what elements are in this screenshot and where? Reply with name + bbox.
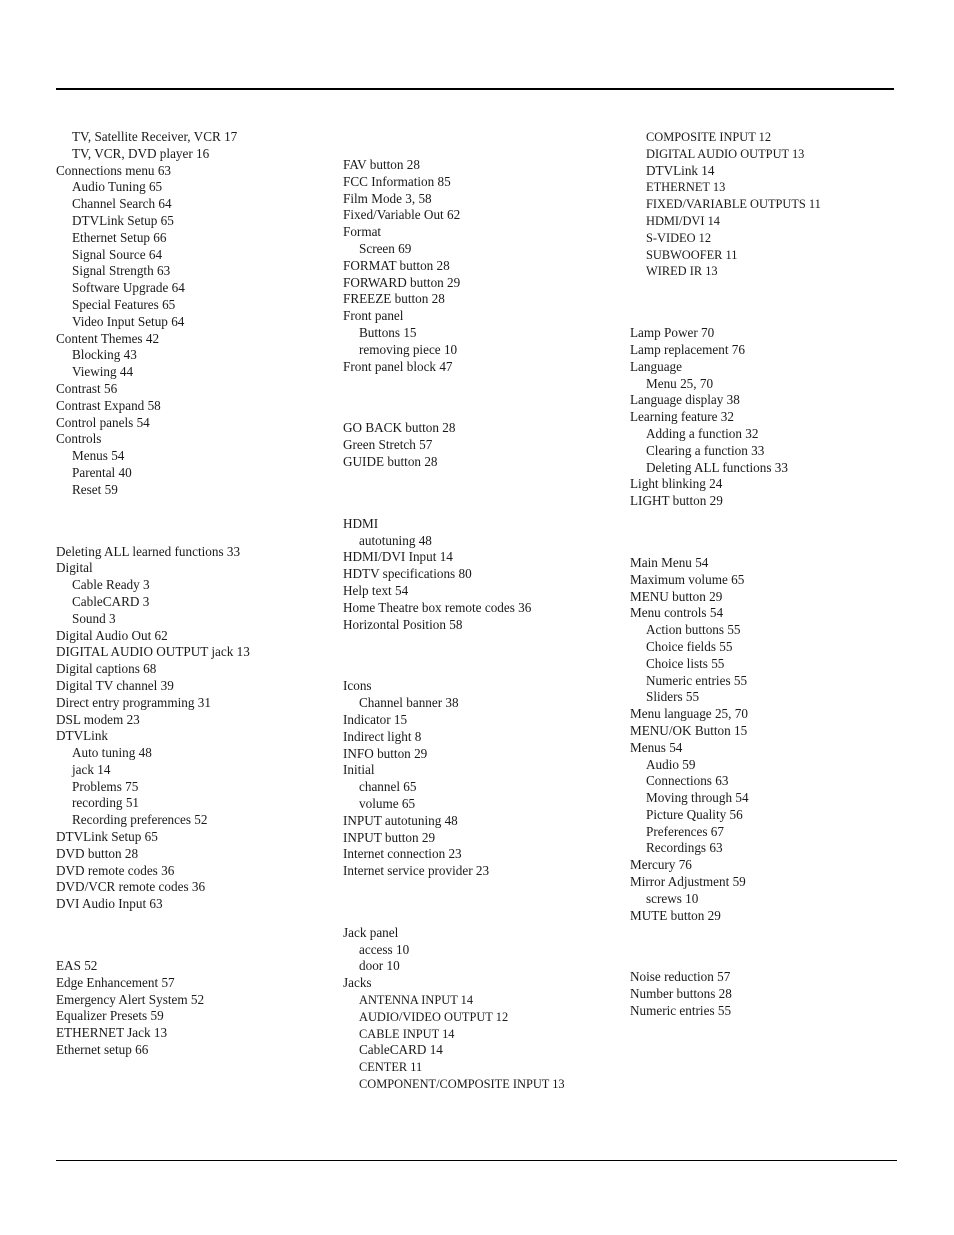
index-subentry: Menu 25, 70: [646, 375, 714, 391]
index-entry: ETHERNET Jack 13: [56, 1025, 168, 1041]
index-subentry: recording 51: [72, 795, 140, 811]
index-entry: DTVLink Setup 65: [56, 829, 158, 845]
index-entry: Menu language 25, 70: [630, 706, 748, 722]
index-entry: DVD/VCR remote codes 36: [56, 879, 206, 895]
index-entry: MUTE button 29: [630, 907, 721, 923]
index-entry: FAV button 28: [343, 157, 420, 172]
index-subentry: SUBWOOFER 11: [646, 247, 738, 262]
index-entry: Content Themes 42: [56, 330, 160, 346]
index-entry: HDMI/DVI Input 14: [343, 549, 453, 565]
index-entry: Menus 54: [630, 739, 683, 755]
index-entry: Internet service provider 23: [343, 863, 490, 879]
index-entry: Ethernet setup 66: [56, 1042, 149, 1058]
index-subentry: Moving through 54: [646, 790, 749, 806]
index-subentry: DTVLink Setup 65: [72, 212, 174, 228]
index-subentry: DTVLink 14: [646, 162, 715, 178]
index-subentry: Viewing 44: [72, 364, 134, 380]
index-subentry: Menus 54: [72, 448, 125, 464]
index-entry: Mirror Adjustment 59: [630, 874, 746, 890]
index-entry: Mercury 76: [630, 857, 692, 873]
index-entry: Lamp replacement 76: [630, 341, 745, 357]
index-subentry: Connections 63: [646, 773, 729, 789]
index-entry: Light blinking 24: [630, 476, 723, 492]
index-entry: Menu controls 54: [630, 605, 724, 621]
section-gap: [343, 471, 623, 516]
index-subentry: Channel Search 64: [72, 196, 172, 212]
index-subentry: Sound 3: [72, 610, 116, 626]
index-subentry: Recordings 63: [646, 840, 723, 856]
index-subentry: Blocking 43: [72, 347, 137, 363]
index-subentry: DIGITAL AUDIO OUTPUT 13: [646, 146, 805, 161]
index-subentry: Action buttons 55: [646, 622, 741, 638]
index-subentry: screws 10: [646, 890, 699, 906]
index-entry: DVI Audio Input 63: [56, 896, 163, 912]
index-entry: Language display 38: [630, 392, 740, 408]
index-entry: Language: [630, 358, 682, 374]
index-subentry: Choice lists 55: [646, 655, 725, 671]
index-subentry: HDMI/DVI 14: [646, 213, 720, 228]
index-subentry: Channel banner 38: [359, 695, 459, 711]
section-gap: [343, 633, 623, 678]
index-subentry: autotuning 48: [359, 532, 432, 548]
index-subentry: ANTENNA INPUT 14: [359, 993, 474, 1008]
section-gap: [56, 913, 336, 958]
index-entry: EAS 52: [56, 958, 98, 974]
top-rule: [56, 88, 894, 90]
section-gap: [343, 880, 623, 925]
index-entry: DIGITAL AUDIO OUTPUT jack 13: [56, 644, 250, 660]
index-entry: Noise reduction 57: [630, 969, 731, 985]
index-subentry: Adding a function 32: [646, 425, 759, 441]
index-subentry: Problems 75: [72, 778, 139, 794]
index-entry: INPUT button 29: [343, 829, 436, 845]
index-subentry: Audio 59: [646, 756, 696, 772]
index-entry: Initial: [343, 762, 375, 778]
index-subentry: Audio Tuning 65: [72, 179, 163, 195]
index-entry: GUIDE button 28: [343, 453, 438, 469]
section-gap: [630, 510, 910, 555]
index-entry: Number buttons 28: [630, 986, 732, 1002]
index-entry: MENU/OK Button 15: [630, 722, 748, 738]
index-entry: Format: [343, 224, 382, 240]
index-entry: Indirect light 8: [343, 728, 422, 744]
index-entry: Digital Audio Out 62: [56, 627, 168, 643]
index-subentry: Signal Source 64: [72, 246, 163, 262]
index-subentry: TV, VCR, DVD player 16: [72, 145, 210, 161]
index-entry: Jack panel: [343, 924, 399, 940]
bottom-rule: [56, 1160, 897, 1161]
index-subentry: Sliders 55: [646, 689, 700, 705]
index-entry: Main Menu 54: [630, 554, 709, 570]
index-subentry: Reset 59: [72, 481, 118, 497]
index-entry: Icons: [343, 678, 372, 694]
index-entry: Horizontal Position 58: [343, 616, 463, 632]
index-subentry: Video Input Setup 64: [72, 313, 185, 329]
index-entry: LIGHT button 29: [630, 493, 723, 509]
index-subentry: Parental 40: [72, 464, 132, 480]
index-entry: INFO button 29: [343, 745, 428, 761]
index-subentry: Software Upgrade 64: [72, 280, 185, 296]
index-entry: Maximum volume 65: [630, 571, 745, 587]
index-subentry: FIXED/VARIABLE OUTPUTS 11: [646, 197, 821, 212]
index-entry: INPUT autotuning 48: [343, 812, 458, 828]
index-entry: FORMAT button 28: [343, 257, 450, 273]
index-entry: HDTV specifications 80: [343, 566, 472, 582]
index-entry: Contrast 56: [56, 380, 118, 396]
index-subentry: Preferences 67: [646, 823, 724, 839]
index-entry: DVD button 28: [56, 845, 139, 861]
index-subentry: AUDIO/VIDEO OUTPUT 12: [359, 1009, 509, 1024]
section-gap: [343, 129, 623, 157]
index-subentry: COMPONENT/COMPOSITE INPUT 13: [359, 1077, 565, 1092]
index-subentry: door 10: [359, 958, 400, 974]
index-entry: Learning feature 32: [630, 409, 734, 425]
index-subentry: channel 65: [359, 779, 417, 795]
index-entry: Front panel block 47: [343, 358, 453, 374]
index-entry: Equalizer Presets 59: [56, 1008, 164, 1024]
index-entry: HDMI: [343, 515, 379, 531]
index-entry: Digital captions 68: [56, 661, 157, 677]
index-entry: Direct entry programming 31: [56, 694, 211, 710]
index-subentry: Numeric entries 55: [646, 672, 748, 688]
index-entry: Contrast Expand 58: [56, 397, 161, 413]
index-entry: Emergency Alert System 52: [56, 991, 205, 1007]
index-entry: Numeric entries 55: [630, 1003, 732, 1019]
index-entry: DSL modem 23: [56, 711, 140, 727]
index-entry: FREEZE button 28: [343, 291, 445, 307]
index-subentry: removing piece 10: [359, 341, 458, 357]
index-entry: DTVLink: [56, 728, 109, 744]
index-subentry: CENTER 11: [359, 1060, 423, 1075]
index-column-1: [56, 129, 336, 1059]
index-subentry: Recording preferences 52: [72, 812, 208, 828]
index-entry: Digital: [56, 560, 93, 576]
index-subentry: CableCARD 3: [72, 593, 150, 609]
section-gap: [630, 924, 910, 969]
section-gap: [343, 375, 623, 420]
index-entry: Controls: [56, 431, 102, 447]
index-subentry: ETHERNET 13: [646, 180, 726, 195]
section-gap: [630, 280, 910, 325]
index-entry: Green Stretch 57: [343, 437, 433, 453]
index-entry: Film Mode 3, 58: [343, 190, 432, 206]
index-subentry: Special Features 65: [72, 296, 176, 312]
index-entry: Digital TV channel 39: [56, 677, 174, 693]
index-subentry: Auto tuning 48: [72, 745, 152, 761]
index-subentry: access 10: [359, 941, 410, 957]
index-subentry: WIRED IR 13: [646, 264, 718, 279]
index-subentry: CableCARD 14: [359, 1042, 443, 1058]
index-entry: GO BACK button 28: [343, 420, 456, 436]
index-entry: DVD remote codes 36: [56, 862, 175, 878]
index-entry: Home Theatre box remote codes 36: [343, 599, 532, 615]
index-entry: Lamp Power 70: [630, 325, 715, 341]
index-subentry: Picture Quality 56: [646, 806, 743, 822]
index-entry: FORWARD button 29: [343, 274, 461, 290]
index-entry: FCC Information 85: [343, 173, 451, 189]
index-subentry: Screen 69: [359, 240, 412, 256]
index-entry: Fixed/Variable Out 62: [343, 207, 461, 223]
index-subentry: Deleting ALL functions 33: [646, 459, 788, 475]
index-subentry: jack 14: [72, 761, 111, 777]
index-column-3: [630, 129, 910, 1020]
index-subentry: Clearing a function 33: [646, 442, 765, 458]
index-subentry: COMPOSITE INPUT 12: [646, 130, 772, 144]
index-subentry: Choice fields 55: [646, 638, 733, 654]
index-entry: Front panel: [343, 308, 404, 324]
index-entry: Control panels 54: [56, 414, 150, 430]
index-entry: MENU button 29: [630, 588, 723, 604]
index-subentry: Signal Strength 63: [72, 263, 171, 279]
index-entry: Deleting ALL learned functions 33: [56, 543, 241, 559]
index-subentry: Cable Ready 3: [72, 577, 150, 593]
index-entry: Jacks: [343, 975, 372, 991]
index-entry: Edge Enhancement 57: [56, 974, 175, 990]
index-subentry: TV, Satellite Receiver, VCR 17: [72, 129, 238, 144]
index-subentry: Ethernet Setup 66: [72, 229, 167, 245]
index-entry: Internet connection 23: [343, 846, 462, 862]
index-subentry: CABLE INPUT 14: [359, 1026, 455, 1041]
index-subentry: volume 65: [359, 795, 416, 811]
index-entry: Indicator 15: [343, 711, 408, 727]
index-entry: Help text 54: [343, 582, 409, 598]
index-subentry: Buttons 15: [359, 324, 417, 340]
section-gap: [56, 499, 336, 544]
index-subentry: S-VIDEO 12: [646, 230, 712, 245]
index-entry: Connections menu 63: [56, 162, 172, 178]
index-column-2: [343, 129, 623, 1093]
